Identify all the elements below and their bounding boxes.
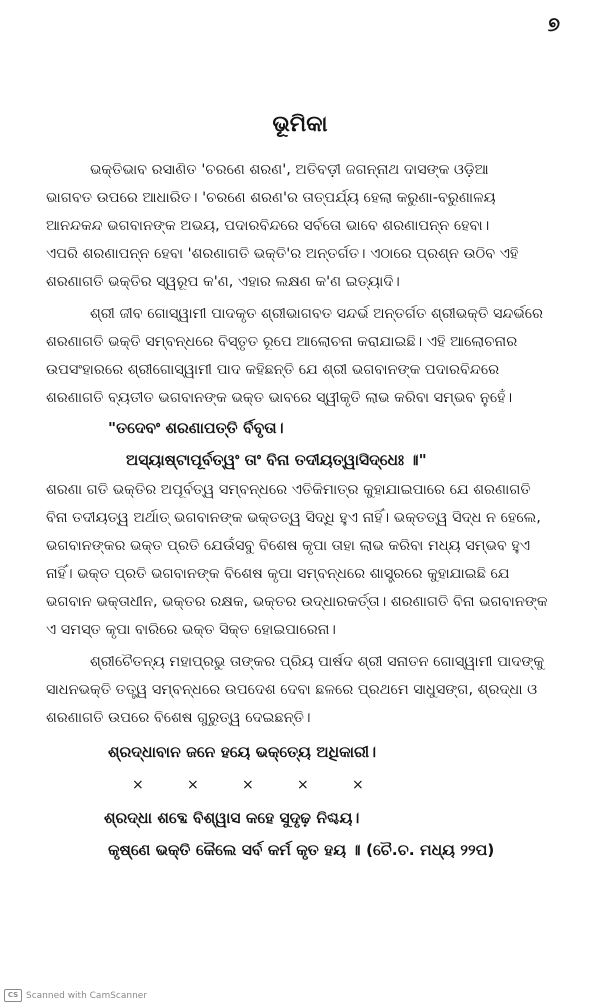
paragraph-4-line: ଶ୍ରୀଚୈତନ୍ୟ ମହାପ୍ରଭୁ ତାଙ୍କର ପ୍ରିୟ ପାର୍ଷଦ ଶ୍ରୀ ସନାତନ ଗୋସ୍ୱାମୀ ପାଦଙ୍କୁ [90,654,545,670]
cross-mark: × [187,777,199,793]
paragraph-2-line: ଶ୍ରୀ ଜୀବ ଗୋସ୍ୱାମୀ ପାଦକୃତ ଶ୍ରୀଭାଗବତ ସନ୍ଦର୍ଭ ଅନ୍ତର୍ଗତ ଶ୍ରୀଭକ୍ତି ସନ୍ଦର୍ଭରେ [90,306,544,322]
paragraph-4-line: ଶରଣାଗତି ଉପରେ ବିଶେଷ ଗୁରୁତ୍ୱ ଦେଇଛନ୍ତି। [46,710,311,726]
camscanner-icon: CS [4,989,22,1002]
paragraph-1-line: ଏପରି ଶରଣାପନ୍ନ ହେବା 'ଶରଣାଗତି ଭକ୍ତି'ର ଅନ୍ତର୍ଗତ। ଏଠାରେ ପ୍ରଶ୍ନ ଉଠିବ ଏହି [46,246,519,262]
paragraph-1-line: ଆନନ୍ଦକନ୍ଦ ଭଗବାନଙ୍କ ଅଭୟ, ପଦାରବିନ୍ଦରେ ସର୍ବତୋ ଭାବେ ଶରଣାପନ୍ନ ହେବା। [46,218,490,234]
paragraph-1-line: ଭାଗବତ ଉପରେ ଆଧାରିତ। 'ଚରଣେ ଶରଣ'ର ତାତ୍ପର୍ଯ୍ୟ ହେଲା କରୁଣା-ବରୁଣାଳୟ [46,190,496,206]
paragraph-4-line: ସାଧନଭକ୍ତି ତତ୍ତ୍ୱ ସମ୍ବନ୍ଧରେ ଉପଦେଶ ଦେବା ଛଳରେ ପ୍ରଥମେ ସାଧୁସଙ୍ଗ, ଶ୍ରଦ୍ଧା ଓ [46,682,538,698]
cross-mark: × [297,777,309,793]
paragraph-3-line: ଶରଣା ଗତି ଭକ୍ତିର ଅପୂର୍ବତ୍ୱ ସମ୍ବନ୍ଧରେ ଏତିକିମାତ୍ର କୁହାଯାଇପାରେ ଯେ ଶରଣାଗତି [46,482,531,498]
sanskrit-quote-line: ଅସ୍ୟାଷ୍ଟାପୂର୍ବତ୍ୱଂ ତାଂ ବିନା ତଦୀୟତ୍ୱାସିଦ୍ଧେଃ ॥" [126,451,427,469]
paragraph-2-line: ଶରଣାଗତି ବ୍ୟତୀତ ଭଗବାନଙ୍କ ଭକ୍ତ ଭାବରେ ସ୍ୱୀକୃତି ଲାଭ କରିବା ସମ୍ଭବ ନୁହେଁ। [46,390,513,406]
cross-mark: × [132,777,144,793]
paragraph-2-line: ଶରଣାଗତି ଭକ୍ତି ସମ୍ବନ୍ଧରେ ବିସ୍ତୃତ ରୂପେ ଆଲୋଚନା କରାଯାଇଛି। ଏହି ଆଲୋଚନାର [46,334,518,350]
scanner-label: Scanned with CamScanner [26,990,148,1001]
paragraph-1-line: ଶରଣାଗତି ଭକ୍ତିର ସ୍ୱରୂପ କ'ଣ, ଏହାର ଲକ୍ଷଣ କ'ଣ ଇତ୍ୟାଦି। [46,274,400,290]
paragraph-3-line: ଭଗବାନ ଭକ୍ତାଧୀନ, ଭକ୍ତର ରକ୍ଷକ, ଭକ୍ତର ଉଦ୍ଧାରକର୍ତ୍ତା। ଶରଣାଗତି ବିନା ଭଗବାନଙ୍କ [46,594,548,610]
paragraph-1-line: ଭକ୍ତିଭାବ ରସାଣିତ 'ଚରଣେ ଶରଣ', ଅତିବଡ଼ୀ ଜଗନ୍ନାଥ ଦାସଙ୍କ ଓଡ଼ିଆ [90,162,489,178]
page-title: ଭୂମିକା [272,112,328,137]
paragraph-2-line: ଉପସଂହାରରେ ଶ୍ରୀଗୋସ୍ୱାମୀ ପାଦ କହିଛନ୍ତି ଯେ ଶ୍ରୀ ଭଗବାନଙ୍କ ପଦାରବିନ୍ଦରେ [46,362,500,378]
cross-separator [46,768,566,802]
paragraph-3-line: ବିନା ତଦୀୟତ୍ୱ ଅର୍ଥାତ୍ ଭଗବାନଙ୍କ ଭକ୍ତତ୍ୱ ସିଦ୍ଧି ହୁଏ ନାହିଁ। ଭକ୍ତତ୍ୱ ସିଦ୍ଧ ନ ହେଲେ, [46,510,541,526]
paragraph-3-line: ଭଗବାନଙ୍କର ଭକ୍ତ ପ୍ରତି ଯେଉଁସବୁ ବିଶେଷ କୃପା ତାହା ଲାଭ କରିବା ମଧ୍ୟ ସମ୍ଭବ ହୁଏ [46,538,531,554]
paragraph-3-line: ଏ ସମସ୍ତ କୃପା ବାରିରେ ଭକ୍ତ ସିକ୍ତ ହୋଇପାରେନା। [46,622,336,638]
cross-mark: × [352,777,364,793]
sanskrit-quote-line: "ତଦେବଂ ଶରଣାପତ୍ତି ର୍ବିବୃତା। [108,419,284,437]
paragraph-3-line: ନାହିଁ। ଭକ୍ତ ପ୍ରତି ଭଗବାନଙ୍କ ବିଶେଷ କୃପା ସମ୍ବନ୍ଧରେ ଶାସ୍ତ୍ରରେ କୁହାଯାଇଛି ଯେ [46,566,510,582]
body-text [46,156,566,866]
page-number: ୭ [547,12,560,36]
scanner-watermark [4,989,147,1002]
cross-mark: × [242,777,254,793]
verse-line: ଶ୍ରଦ୍ଧାବାନ ଜନେ ହୟେ ଭକ୍ତ୍ୟେ ଅଧିକାରୀ। [108,743,377,761]
verse-line: କୃଷ୍ଣେ ଭକ୍ତି କୈଲେ ସର୍ବ କର୍ମ କୃତ ହୟ ॥ (ଚୈ.ଚ. ମଧ୍ୟ ୨୨ପ) [108,841,495,859]
verse-line: ଶ୍ରଦ୍ଧା ଶବ୍ଦେ ବିଶ୍ୱାସ କହେ ସୁଦୃଢ଼ ନିଶ୍ଚୟ। [104,809,360,827]
